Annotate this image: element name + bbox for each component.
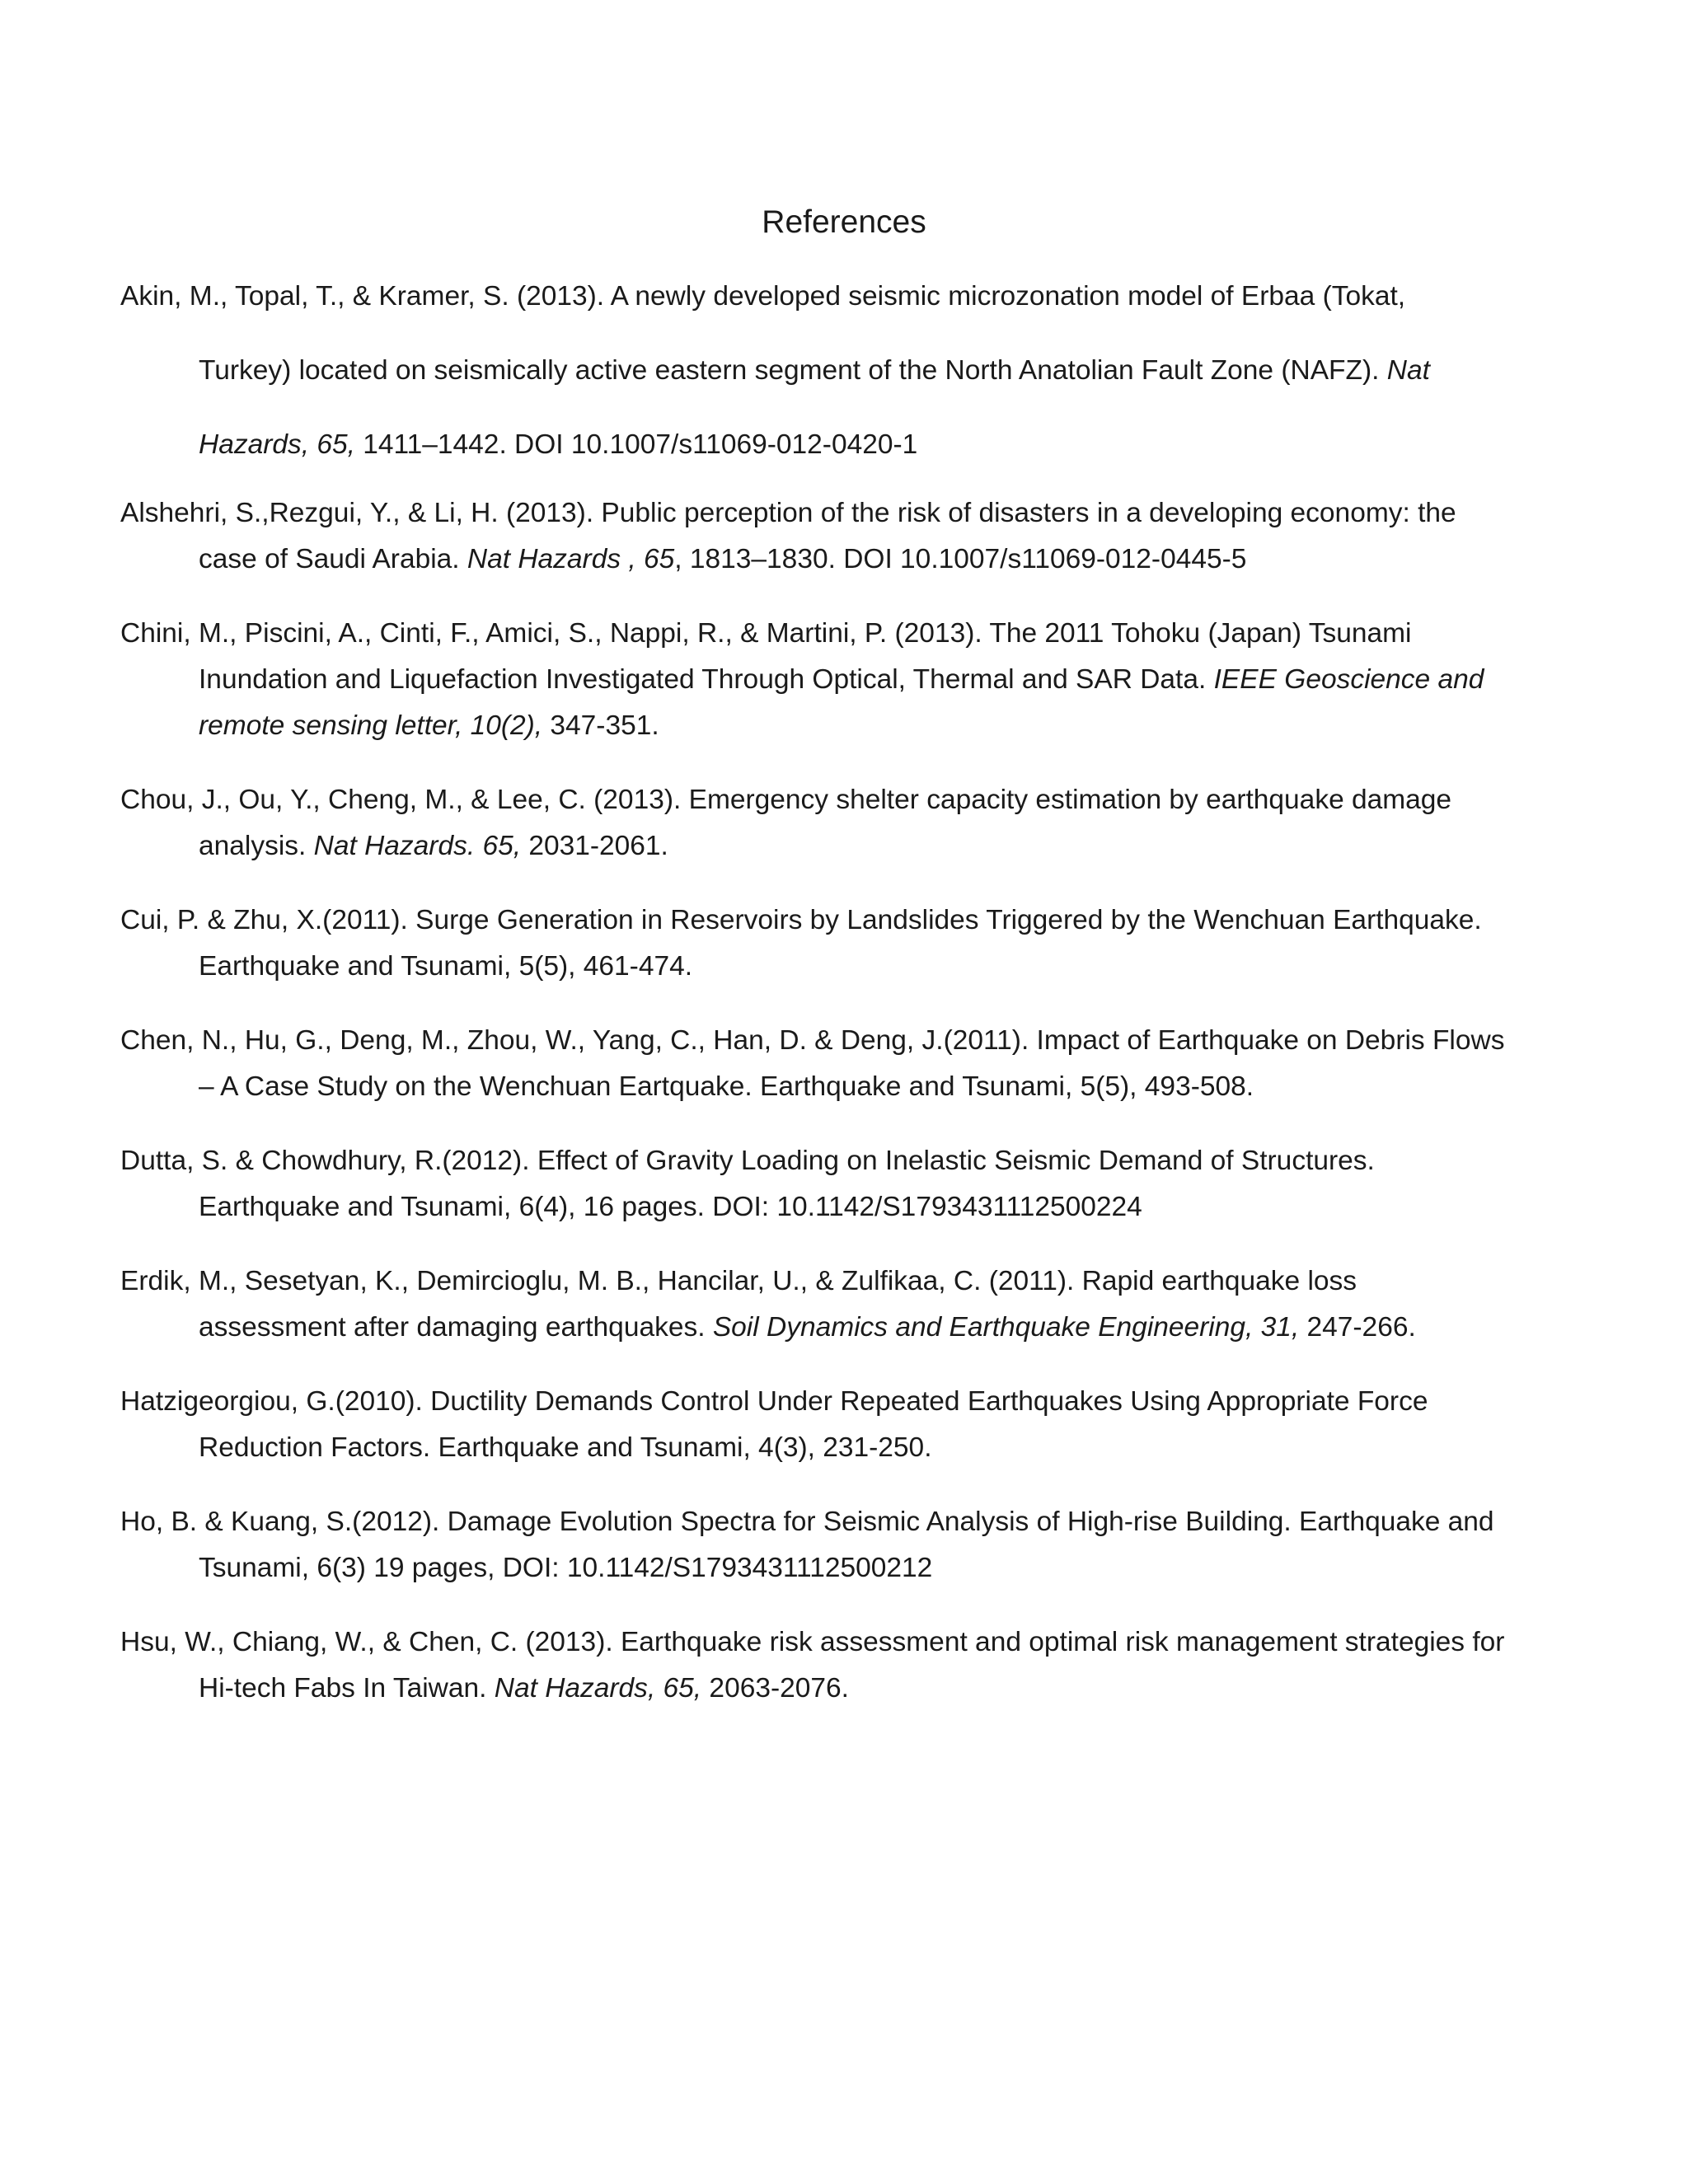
reference-item (120, 1018, 1505, 1110)
reference-text: Ho, B. & Kuang, S.(2012). Damage Evolution Spectra for Seismic Analysis of High-rise Building. Earthquake and Tsunami, 6(3) 19 pages, DOI: 10.1142/S1793431112500212 (120, 1507, 1494, 1583)
reference-text: Hatzigeorgiou, G.(2010). Ductility Demands Control Under Repeated Earthquakes Using Appropriate Force Reduction Factors. Earthquake and Tsunami, 4(3), 231-250. (120, 1386, 1428, 1463)
reference-journal: Nat Hazards , 65 (467, 544, 675, 574)
reference-text: Dutta, S. & Chowdhury, R.(2012). Effect of Gravity Loading on Inelastic Seismic Demand of Structures. Earthquake and Tsunami, 6(4), 16 pages. DOI: 10.1142/S1793431112500224 (120, 1146, 1375, 1222)
reference-item (120, 260, 1505, 482)
reference-item (120, 1379, 1505, 1471)
reference-text: Erdik, M., Sesetyan, K., Demircioglu, M. B., Hancilar, U., & Zulfikaa, C. (2011). Rapid earthquake loss assessment after damaging earthquakes. (120, 1266, 1357, 1343)
reference-item (120, 777, 1505, 869)
reference-text: Chou, J., Ou, Y., Cheng, M., & Lee, C. (2013). Emergency shelter capacity estimation by earthquake damage analysis. (120, 785, 1452, 861)
reference-journal: Nat Hazards, 65, (494, 1673, 702, 1704)
reference-details: 2063-2076. (701, 1673, 849, 1704)
reference-text: Chen, N., Hu, G., Deng, M., Zhou, W., Yang, C., Han, D. & Deng, J.(2011). Impact of Earthquake on Debris Flows – A Case Study on the Wenchuan Eartquake. Earthquake and Tsunami, 5(5), 493-508. (120, 1025, 1505, 1102)
page-title: References (762, 204, 926, 240)
reference-details: 2031-2061. (521, 831, 668, 861)
reference-details: 347-351. (542, 710, 659, 741)
reference-item (120, 898, 1505, 990)
reference-journal: Soil Dynamics and Earthquake Engineering, 31, (712, 1312, 1300, 1343)
reference-item (120, 1619, 1505, 1712)
reference-text: Hsu, W., Chiang, W., & Chen, C. (2013). Earthquake risk assessment and optimal risk management strategies for Hi-tech Fabs In Taiwan. (120, 1627, 1505, 1704)
reference-text: Alshehri, S.,Rezgui, Y., & Li, H. (2013). Public perception of the risk of disasters in a developing economy: the case of Saudi Arabia. (120, 498, 1456, 574)
reference-text: Chini, M., Piscini, A., Cinti, F., Amici, S., Nappi, R., & Martini, P. (2013). The 2011 Tohoku (Japan) Tsunami Inundation and Liquefaction Investigated Through Optical, Thermal and SAR Data. (120, 618, 1412, 695)
reference-list (120, 274, 1505, 1740)
reference-details: , 1813–1830. DOI 10.1007/s11069-012-0445-5 (674, 544, 1247, 574)
reference-journal: Nat Hazards, 65, (199, 355, 1430, 460)
reference-item (120, 1499, 1505, 1591)
reference-text: Cui, P. & Zhu, X.(2011). Surge Generation in Reservoirs by Landslides Triggered by the Wenchuan Earthquake. Earthquake and Tsunami, 5(5), 461-474. (120, 905, 1482, 982)
reference-item (120, 1138, 1505, 1230)
reference-journal: Nat Hazards. 65, (313, 831, 522, 861)
reference-item (120, 1258, 1505, 1351)
reference-details: 1411–1442. DOI 10.1007/s11069-012-0420-1 (354, 429, 918, 460)
reference-text: Akin, M., Topal, T., & Kramer, S. (2013). A newly developed seismic microzonation model of Erbaa (Tokat, Turkey) located on seismically active eastern segment of the North Anatolian Fault Zone (NAFZ). (120, 281, 1406, 386)
reference-item (120, 490, 1505, 583)
reference-journal: IEEE Geoscience and remote sensing letter, 10(2), (199, 664, 1484, 741)
reference-item (120, 611, 1505, 749)
reference-details: 247-266. (1299, 1312, 1416, 1343)
